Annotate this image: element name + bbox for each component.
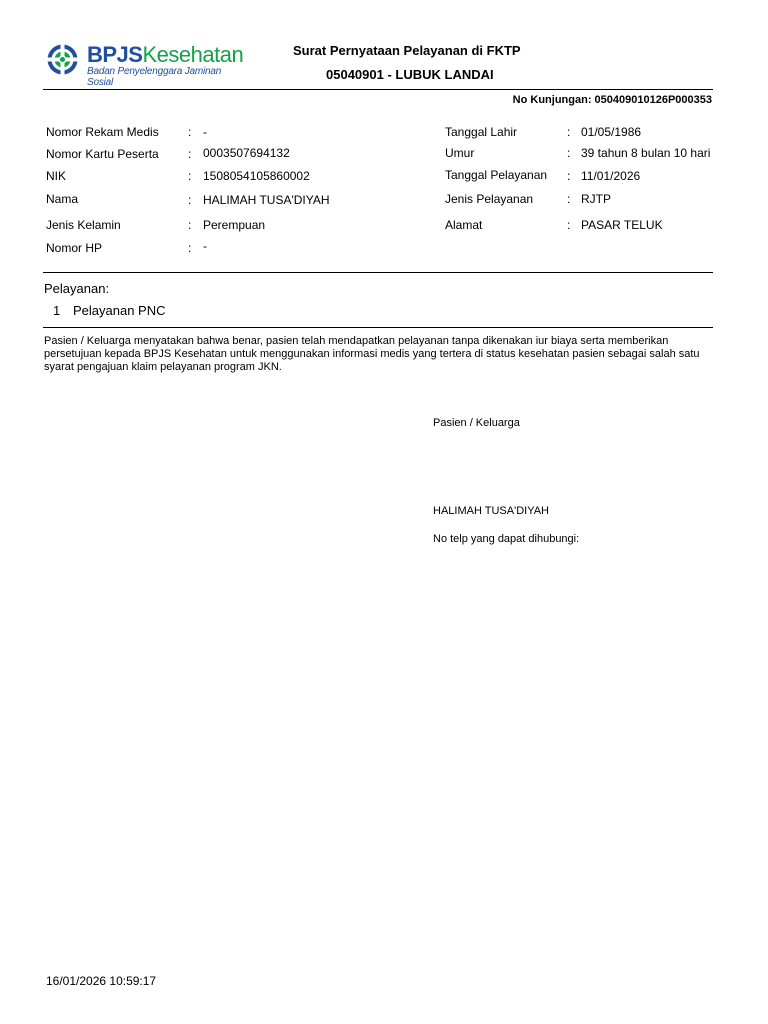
service-item-name: Pelayanan PNC xyxy=(73,303,166,318)
field-label-service-date: Tanggal Pelayanan xyxy=(445,168,548,182)
field-value-nik: 1508054105860002 xyxy=(203,169,310,183)
services-divider xyxy=(43,327,713,328)
field-label-medical-record: Nomor Rekam Medis xyxy=(46,125,159,139)
consent-statement: Pasien / Keluarga menyatakan bahwa benar, pasien telah mendapatkan pelayanan tanpa dikenakan iur biaya serta memberikan persetujuan kepada BPJS Kesehatan untuk menggunakan informasi medis yang tertera di status kesehatan pasien sebagai salah satu syarat pengajuan klaim pelayanan program JKN. xyxy=(44,335,700,373)
field-value-birth-date: 01/05/1986 xyxy=(581,125,642,139)
field-value-card-number: 0003507694132 xyxy=(203,146,290,160)
field-colon: : xyxy=(188,169,192,183)
field-value-name: HALIMAH TUSA'DIYAH xyxy=(203,193,330,207)
field-label-birth-date: Tanggal Lahir xyxy=(445,125,518,139)
print-timestamp: 16/01/2026 10:59:17 xyxy=(46,974,157,988)
field-value-service-type: RJTP xyxy=(581,192,611,206)
logo-brand-text: BPJSKesehatan xyxy=(87,42,244,67)
signature-name: HALIMAH TUSA'DIYAH xyxy=(433,505,549,517)
services-heading: Pelayanan: xyxy=(44,281,110,296)
document-title: Surat Pernyataan Pelayanan di FKTP xyxy=(293,43,521,58)
field-colon: : xyxy=(188,125,192,139)
field-value-gender: Perempuan xyxy=(203,218,266,232)
patient-info-divider xyxy=(43,272,713,273)
field-value-phone: - xyxy=(203,239,207,253)
logo-tagline: Badan Penyelenggara Jaminan Sosial xyxy=(87,66,222,88)
field-colon: : xyxy=(567,192,571,206)
field-label-card-number: Nomor Kartu Peserta xyxy=(46,147,159,161)
field-colon: : xyxy=(567,169,571,183)
field-value-service-date: 11/01/2026 xyxy=(581,169,641,183)
visit-number: No Kunjungan: 050409010126P000353 xyxy=(512,94,712,106)
field-label-nik: NIK xyxy=(46,169,67,183)
field-colon: : xyxy=(567,218,571,232)
field-colon: : xyxy=(188,147,192,161)
field-value-medical-record: - xyxy=(203,125,207,139)
signature-label: Pasien / Keluarga xyxy=(433,417,520,429)
field-colon: : xyxy=(567,146,571,160)
field-colon: : xyxy=(188,218,192,232)
field-value-address: PASAR TELUK xyxy=(581,218,663,232)
field-value-age: 39 tahun 8 bulan 10 hari xyxy=(581,146,711,160)
field-colon: : xyxy=(567,125,571,139)
signature-phone-label: No telp yang dapat dihubungi: xyxy=(433,533,580,545)
service-item-number: 1 xyxy=(53,303,61,318)
field-label-address: Alamat xyxy=(445,218,483,232)
bpjs-logo-icon xyxy=(46,43,79,76)
field-colon: : xyxy=(188,241,192,255)
facility-name: 05040901 - LUBUK LANDAI xyxy=(326,67,494,82)
field-label-phone: Nomor HP xyxy=(46,241,103,255)
field-label-gender: Jenis Kelamin xyxy=(46,218,121,232)
header-divider xyxy=(43,89,713,90)
field-label-service-type: Jenis Pelayanan xyxy=(445,192,534,206)
field-colon: : xyxy=(188,193,192,207)
bpjs-logo xyxy=(46,42,244,88)
field-label-age: Umur xyxy=(445,146,475,160)
field-label-name: Nama xyxy=(46,192,79,206)
